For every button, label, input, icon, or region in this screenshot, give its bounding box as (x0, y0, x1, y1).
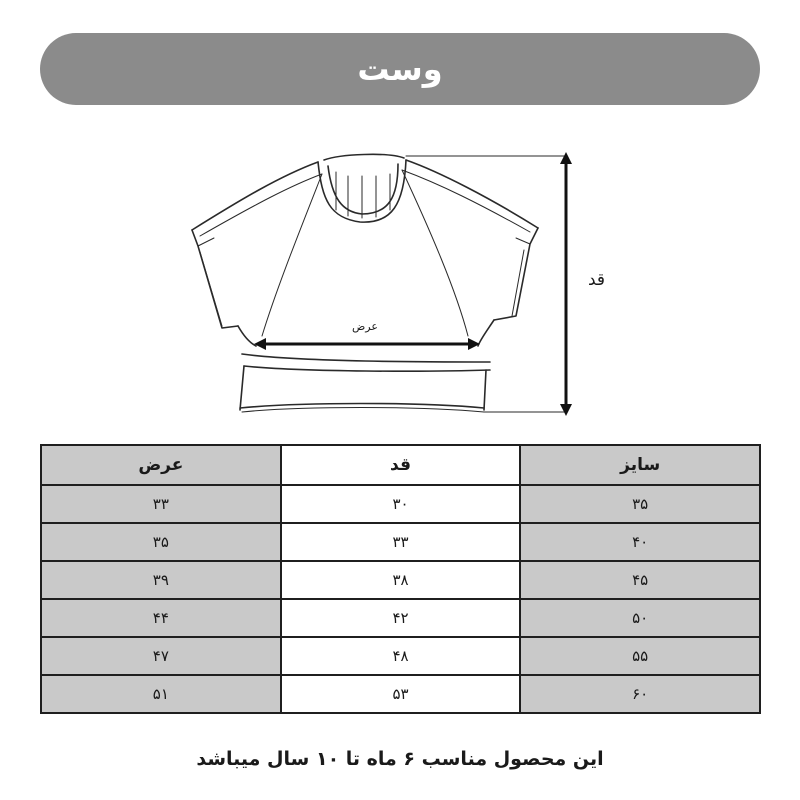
cell-size: ۵۰ (520, 599, 760, 637)
cell-width: ۴۷ (41, 637, 281, 675)
title-bar (40, 33, 760, 105)
cell-height: ۴۸ (281, 637, 521, 675)
table-row (41, 523, 760, 561)
cell-size: ۴۰ (520, 523, 760, 561)
cell-height: ۳۳ (281, 523, 521, 561)
cell-height: ۴۲ (281, 599, 521, 637)
table-row (41, 599, 760, 637)
cell-width: ۴۴ (41, 599, 281, 637)
header-height: قد (281, 445, 521, 485)
cell-width: ۳۹ (41, 561, 281, 599)
table-row (41, 485, 760, 523)
size-table (40, 444, 761, 714)
cell-width: ۵۱ (41, 675, 281, 713)
garment-illustration (0, 140, 800, 430)
age-range-note: این محصول مناسب ۶ ماه تا ۱۰ سال میباشد (196, 748, 604, 770)
header-width: عرض (41, 445, 281, 485)
table-row (41, 561, 760, 599)
height-label: قد (588, 270, 606, 290)
vest-drawing (0, 140, 800, 430)
table-header-row (41, 445, 760, 485)
cell-size: ۶۰ (520, 675, 760, 713)
cell-size: ۴۵ (520, 561, 760, 599)
cell-size: ۵۵ (520, 637, 760, 675)
cell-height: ۳۸ (281, 561, 521, 599)
cell-width: ۳۵ (41, 523, 281, 561)
header-size: سایز (520, 445, 760, 485)
cell-size: ۳۵ (520, 485, 760, 523)
page-title: وست (357, 50, 443, 88)
cell-height: ۳۰ (281, 485, 521, 523)
width-label: عرض (352, 320, 378, 333)
table-row (41, 637, 760, 675)
cell-height: ۵۳ (281, 675, 521, 713)
cell-width: ۳۳ (41, 485, 281, 523)
table-row (41, 675, 760, 713)
